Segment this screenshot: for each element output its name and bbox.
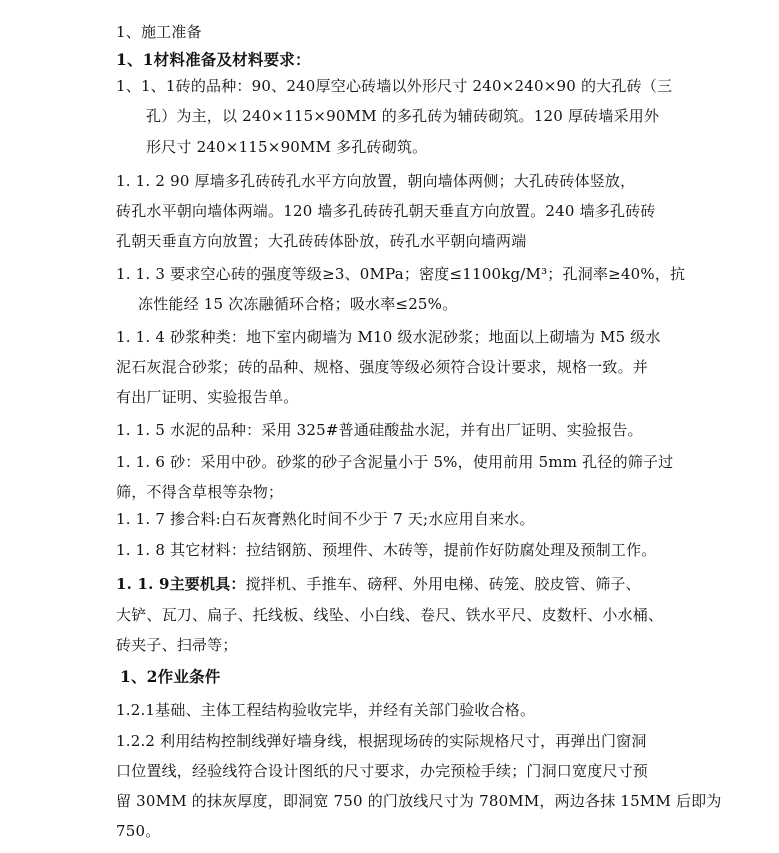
paragraph-line: 1. 1. 6 砂：采用中砂。砂浆的砂子含泥量小于 5%，使用前用 5mm 孔径的筛子过 <box>116 453 674 471</box>
paragraph-line: 筛，不得含草根等杂物； <box>116 483 284 501</box>
paragraph-line: 1.2.1基础、主体工程结构验收完毕，并经有关部门验收合格。 <box>116 701 536 719</box>
paragraph-line: 留 30MM 的抹灰厚度，即洞宽 750 的门放线尺寸为 780MM，两边各抹 15MM 后即为 <box>116 792 722 810</box>
section-heading-1: 1、施工准备 <box>116 23 202 41</box>
paragraph-line: 形尺寸 240×115×90MM 多孔砖砌筑。 <box>146 138 428 156</box>
paragraph-line: 1. 1. 7 掺合料:白石灰膏熟化时间不少于 7 天;水应用自来水。 <box>116 510 535 528</box>
paragraph-line: 孔）为主，以 240×115×90MM 的多孔砖为辅砖砌筑。120 厚砖墙采用外 <box>146 107 660 125</box>
paragraph-line: 1.2.2 利用结构控制线弹好墙身线，根据现场砖的实际规格尺寸，再弹出门窗洞 <box>116 732 647 750</box>
paragraph-line: 750。 <box>116 822 161 840</box>
paragraph-line: 孔朝天垂直方向放置；大孔砖砖体卧放，砖孔水平朝向墙两端 <box>116 232 527 250</box>
paragraph-line: 有出厂证明、实验报告单。 <box>116 388 299 406</box>
paragraph-line: 冻性能经 15 次冻融循环合格；吸水率≤25%。 <box>138 295 458 313</box>
subsection-heading-1-2: 1、2作业条件 <box>120 667 221 686</box>
paragraph-line: 1. 1. 4 砂浆种类：地下室内砌墙为 M10 级水泥砂浆；地面以上砌墙为 M5 级水 <box>116 328 661 346</box>
paragraph-line-main-tools <box>116 574 641 594</box>
paragraph-line: 1. 1. 3 要求空心砖的强度等级≥3、0MPa；密度≤1100kg/M³；孔洞率≥40%，抗 <box>116 265 686 283</box>
main-tools-heading: 1. 1. 9主要机具： <box>116 575 246 593</box>
main-tools-text: 搅拌机、手推车、磅秤、外用电梯、砖笼、胶皮管、筛子、 <box>245 575 641 593</box>
paragraph-line: 砖孔水平朝向墙体两端。120 墙多孔砖砖孔朝天垂直方向放置。240 墙多孔砖砖 <box>116 202 656 220</box>
paragraph-line: 1、1、1砖的品种：90、240厚空心砖墙以外形尺寸 240×240×90 的大孔砖（三 <box>116 77 673 95</box>
paragraph-line: 大铲、瓦刀、扁子、托线板、线坠、小白线、卷尺、铁水平尺、皮数杆、小水桶、 <box>116 606 664 624</box>
paragraph-line: 口位置线，经验线符合设计图纸的尺寸要求，办完预检手续；门洞口宽度尺寸预 <box>116 762 649 780</box>
paragraph-line: 1. 1. 2 90 厚墙多孔砖砖孔水平方向放置，朝向墙体两侧；大孔砖砖体竖放， <box>116 172 636 190</box>
paragraph-line: 砖夹子、扫帚等； <box>116 636 238 654</box>
paragraph-line: 泥石灰混合砂浆；砖的品种、规格、强度等级必须符合设计要求，规格一致。并 <box>116 358 649 376</box>
paragraph-line: 1. 1. 8 其它材料：拉结钢筋、预埋件、木砖等，提前作好防腐处理及预制工作。 <box>116 541 657 559</box>
paragraph-line: 1. 1. 5 水泥的品种：采用 325#普通硅酸盐水泥，并有出厂证明、实验报告。 <box>116 421 643 439</box>
subsection-heading-1-1: 1、1材料准备及材料要求： <box>116 50 311 69</box>
